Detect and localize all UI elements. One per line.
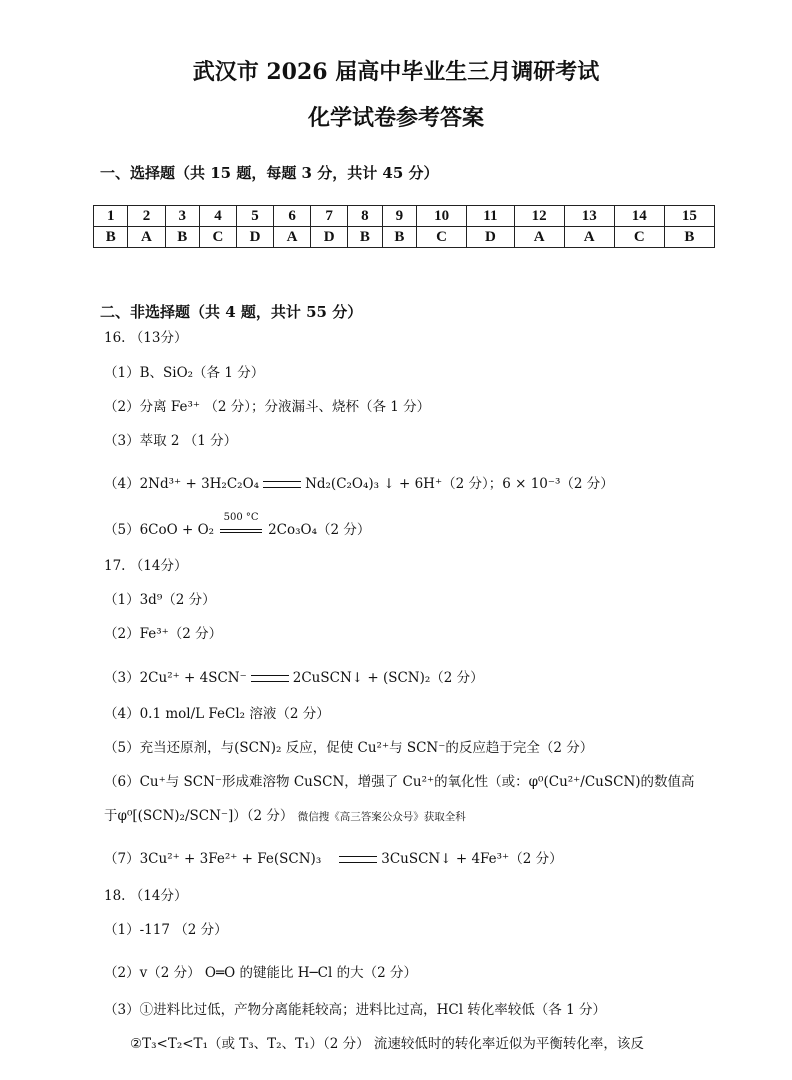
question-number-row [94, 206, 715, 227]
q16-a4-products: Nd₂(C₂O₄)₃ ↓ + 6H⁺（2 分）；6 × 10⁻³（2 分） [305, 476, 614, 492]
q17-answer-7 [104, 850, 563, 868]
q17-answer-3 [104, 669, 484, 687]
document-title: 武汉市 2026 届高中毕业生三月调研考试 [192, 59, 600, 85]
q18-answer-1: （1）-117 （2 分） [104, 922, 228, 938]
q18-answer-3b: ②T₃<T₂<T₁（或 T₃、T₂、T₁）（2 分） 流速较低时的转化率近似为平衡转化率，该反 [130, 1036, 644, 1052]
question-number-cell: 1 [94, 206, 128, 227]
question-number-cell: 12 [514, 206, 564, 227]
answer-cell: B [382, 227, 416, 248]
q16-answer-5 [104, 511, 371, 540]
section-multiple-choice-heading: 一、选择题（共 15 题，每题 3 分，共计 45 分） [100, 164, 439, 182]
reaction-temperature: 500 °C [223, 511, 259, 523]
answer-cell: A [274, 227, 311, 248]
answer-cell: D [311, 227, 348, 248]
answer-cell: B [165, 227, 199, 248]
q18-answer-2: （2）v（2 分） O═O 的键能比 H─Cl 的大（2 分） [104, 965, 417, 981]
q17-answer-6-line2 [104, 807, 466, 826]
answer-cell: D [237, 227, 274, 248]
q16-a4-reactants: （4）2Nd³⁺ + 3H₂C₂O₄ [104, 476, 260, 492]
q16-a5-products: 2Co₃O₄（2 分） [268, 522, 371, 538]
q17-answer-2: （2）Fe³⁺（2 分） [104, 626, 223, 642]
answer-row [94, 227, 715, 248]
equals-sign-icon [251, 675, 289, 682]
reaction-condition [220, 511, 262, 540]
answer-cell: A [514, 227, 564, 248]
q17-answer-1: （1）3d⁹（2 分） [104, 592, 216, 608]
q17-a3-products: 2CuSCN↓ + (SCN)₂（2 分） [292, 670, 484, 686]
q16-heading: 16. （13分） [104, 330, 188, 346]
q17-a7-products: 3CuSCN↓ + 4Fe³⁺（2 分） [381, 851, 563, 867]
q16-answer-4 [104, 475, 614, 493]
answer-table [93, 205, 715, 248]
q17-a6-text: 于φ⁰[(SCN)₂/SCN⁻]）（2 分） [104, 808, 294, 824]
q16-a5-reactants: （5）6CoO + O₂ [104, 522, 215, 538]
document-subtitle: 化学试卷参考答案 [307, 105, 484, 131]
answer-cell: C [417, 227, 467, 248]
q16-answer-2: （2）分离 Fe³⁺ （2 分）；分液漏斗、烧杯（各 1 分） [104, 399, 431, 415]
answer-cell: B [348, 227, 382, 248]
answer-cell: A [128, 227, 165, 248]
question-number-cell: 6 [274, 206, 311, 227]
answer-cell: A [564, 227, 614, 248]
answer-cell: B [664, 227, 714, 248]
q16-answer-1: （1）B、SiO₂（各 1 分） [104, 365, 265, 381]
answer-cell: C [199, 227, 236, 248]
q17-answer-4: （4）0.1 mol/L FeCl₂ 溶液（2 分） [104, 706, 330, 722]
equals-sign-icon [263, 481, 301, 488]
question-number-cell: 14 [614, 206, 664, 227]
q18-heading: 18. （14分） [104, 888, 188, 904]
q17-heading: 17. （14分） [104, 558, 188, 574]
equals-sign-icon [339, 856, 377, 863]
question-number-cell: 4 [199, 206, 236, 227]
question-number-cell: 15 [664, 206, 714, 227]
question-number-cell: 3 [165, 206, 199, 227]
question-number-cell: 2 [128, 206, 165, 227]
question-number-cell: 11 [467, 206, 515, 227]
section-free-response-heading: 二、非选择题（共 4 题，共计 55 分） [100, 303, 363, 321]
q17-answer-6-line1: （6）Cu⁺与 SCN⁻形成难溶物 CuSCN，增强了 Cu²⁺的氧化性（或：φ⁰(Cu²⁺/CuSCN)的数值高 [104, 774, 695, 790]
q18-answer-3: （3）①进料比过低，产物分离能耗较高；进料比过高，HCl 转化率较低（各 1 分） [104, 1002, 606, 1018]
answer-cell: B [94, 227, 128, 248]
answer-cell: D [467, 227, 515, 248]
watermark-note: 微信搜《高三答案公众号》获取全科 [297, 811, 466, 823]
question-number-cell: 5 [237, 206, 274, 227]
q17-a3-reactants: （3）2Cu²⁺ + 4SCN⁻ [104, 670, 247, 686]
question-number-cell: 13 [564, 206, 614, 227]
q17-answer-5: （5）充当还原剂，与(SCN)₂ 反应，促使 Cu²⁺与 SCN⁻的反应趋于完全（2 分） [104, 740, 594, 756]
q16-answer-3: （3）萃取 2 （1 分） [104, 433, 238, 449]
question-number-cell: 10 [417, 206, 467, 227]
question-number-cell: 8 [348, 206, 382, 227]
question-number-cell: 7 [311, 206, 348, 227]
answer-cell: C [614, 227, 664, 248]
q17-a7-reactants: （7）3Cu²⁺ + 3Fe²⁺ + Fe(SCN)₃ [104, 851, 322, 867]
question-number-cell: 9 [382, 206, 416, 227]
